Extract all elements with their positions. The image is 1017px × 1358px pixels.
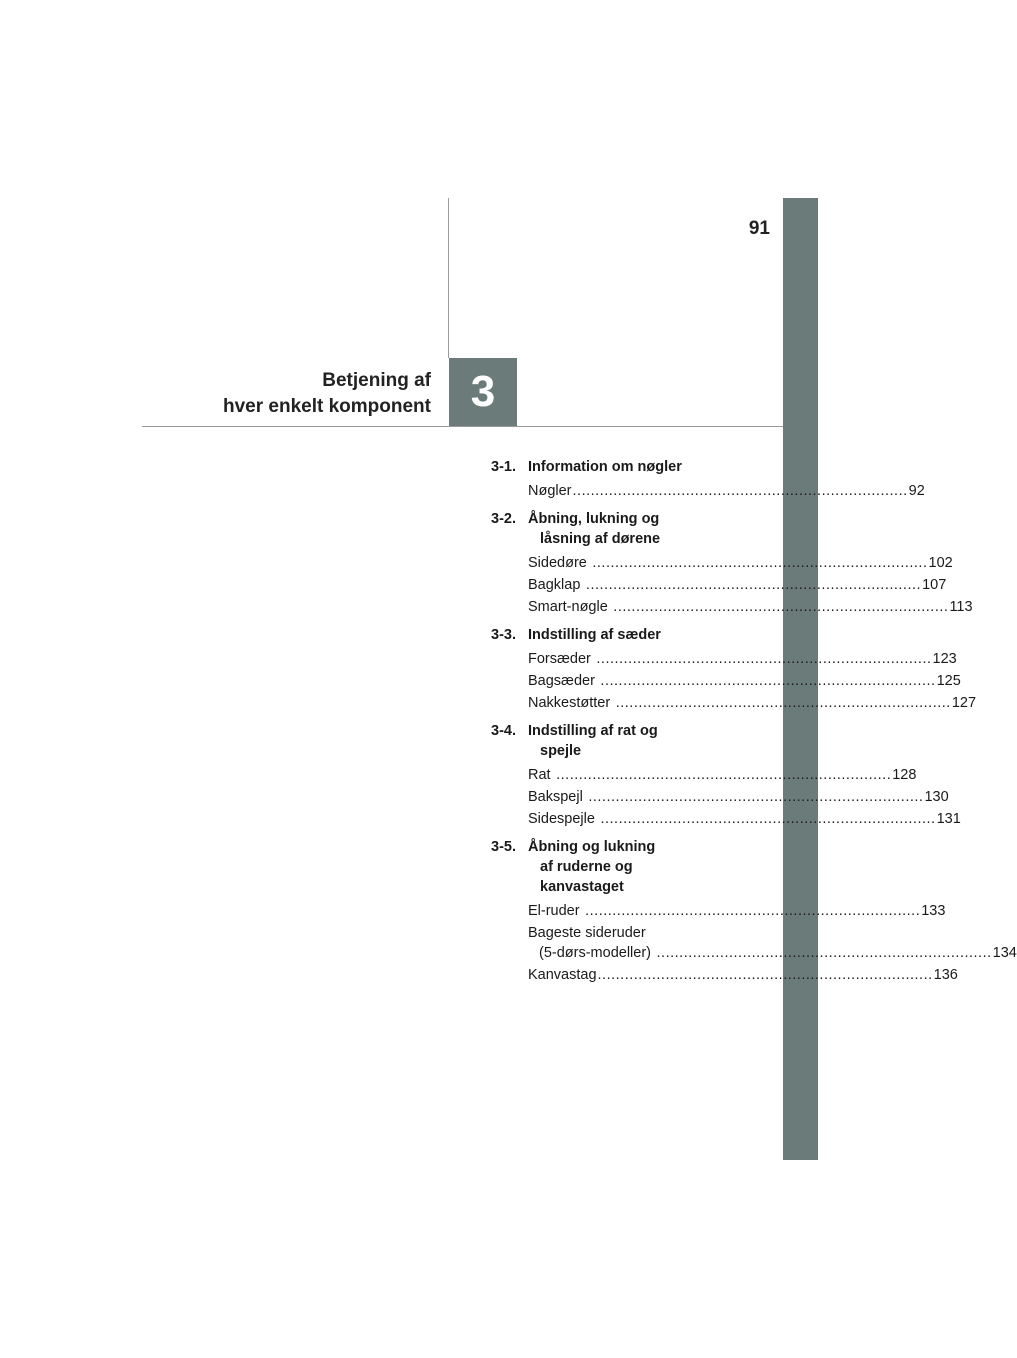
section-title bbox=[528, 837, 751, 897]
section-title-line: Indstilling af sæder bbox=[528, 627, 661, 643]
section-title-line: Information om nøgler bbox=[528, 459, 682, 475]
chapter-number-box: 3 bbox=[449, 358, 517, 426]
toc-section-heading[interactable] bbox=[491, 457, 751, 477]
section-title bbox=[528, 509, 751, 549]
dot-leader: .......................................................................... bbox=[587, 555, 928, 571]
section-title bbox=[528, 721, 751, 761]
entry-label-line: (5-dørs-modeller) bbox=[539, 945, 651, 961]
page-number: 91 bbox=[748, 218, 770, 239]
section-number: 3-4. bbox=[491, 723, 516, 739]
horizontal-divider bbox=[142, 426, 783, 427]
section-title bbox=[528, 625, 751, 645]
toc-section bbox=[491, 625, 977, 713]
entry-label bbox=[528, 923, 651, 963]
toc-entry[interactable] bbox=[528, 671, 961, 691]
entry-label: Kanvastag bbox=[528, 967, 597, 983]
toc-entry[interactable] bbox=[528, 965, 958, 985]
toc-entry[interactable] bbox=[528, 923, 1017, 963]
entry-page: 136 bbox=[933, 967, 958, 983]
dot-leader: .......................................................................... bbox=[597, 967, 933, 983]
section-title-line: af ruderne og bbox=[540, 859, 633, 875]
dot-leader: .......................................................................... bbox=[583, 789, 924, 805]
entry-page: 92 bbox=[908, 483, 925, 499]
dot-leader: .......................................................................... bbox=[595, 811, 936, 827]
section-title-line: Åbning, lukning og bbox=[528, 511, 660, 527]
dot-leader: .......................................................................... bbox=[608, 599, 949, 615]
section-number: 3-1. bbox=[491, 459, 516, 475]
toc-entry[interactable] bbox=[528, 787, 949, 807]
section-title-line: låsning af dørene bbox=[540, 531, 661, 547]
entry-page: 128 bbox=[892, 767, 917, 783]
dot-leader: .......................................................................... bbox=[581, 577, 922, 593]
dot-leader: .......................................................................... bbox=[591, 651, 932, 667]
entry-label: Sidedøre bbox=[528, 555, 587, 571]
section-title-line: kanvastaget bbox=[540, 879, 624, 895]
dot-leader: .......................................................................... bbox=[652, 945, 992, 961]
entry-label: Forsæder bbox=[528, 651, 591, 667]
section-title-line: Indstilling af rat og bbox=[528, 723, 658, 739]
toc-entry[interactable] bbox=[528, 597, 973, 617]
entry-label: Bagsæder bbox=[528, 673, 595, 689]
toc-entry[interactable] bbox=[528, 901, 946, 921]
chapter-title-line2: hver enkelt komponent bbox=[223, 396, 431, 417]
entry-label-line: Bageste sideruder bbox=[528, 925, 646, 941]
dot-leader: .......................................................................... bbox=[572, 483, 908, 499]
toc-entry[interactable] bbox=[528, 809, 961, 829]
toc-section bbox=[491, 721, 961, 829]
toc-entry[interactable] bbox=[528, 575, 947, 595]
toc-section bbox=[491, 509, 973, 617]
entry-page: 130 bbox=[924, 789, 949, 805]
toc-section bbox=[491, 457, 925, 501]
dot-leader: .......................................................................... bbox=[580, 903, 921, 919]
entry-page: 131 bbox=[936, 811, 961, 827]
toc-entry[interactable] bbox=[528, 649, 957, 669]
toc-section-heading[interactable] bbox=[491, 509, 751, 549]
toc-section bbox=[491, 837, 1017, 985]
toc-section-heading[interactable] bbox=[491, 721, 751, 761]
entry-page: 134 bbox=[992, 945, 1017, 961]
toc-entry[interactable] bbox=[528, 553, 953, 573]
toc-entry[interactable] bbox=[528, 481, 925, 501]
toc-entry[interactable] bbox=[528, 693, 977, 713]
entry-page: 102 bbox=[928, 555, 953, 571]
entry-page: 125 bbox=[936, 673, 961, 689]
dot-leader: .......................................................................... bbox=[551, 767, 892, 783]
section-title-line: spejle bbox=[540, 743, 582, 759]
chapter-title-line1: Betjening af bbox=[322, 370, 431, 391]
entry-page: 133 bbox=[921, 903, 946, 919]
section-number: 3-5. bbox=[491, 839, 516, 855]
entry-page: 127 bbox=[951, 695, 977, 711]
toc-entry[interactable] bbox=[528, 765, 917, 785]
chapter-title bbox=[150, 368, 431, 420]
entry-page: 107 bbox=[922, 577, 947, 593]
section-number: 3-2. bbox=[491, 511, 516, 527]
entry-page: 113 bbox=[949, 599, 973, 615]
section-title bbox=[528, 457, 751, 477]
entry-label: Smart-nøgle bbox=[528, 599, 608, 615]
entry-label: Nakkestøtter bbox=[528, 695, 611, 711]
section-number: 3-3. bbox=[491, 627, 516, 643]
vertical-divider bbox=[448, 198, 449, 358]
dot-leader: .......................................................................... bbox=[611, 695, 951, 711]
entry-label: Bakspejl bbox=[528, 789, 583, 805]
entry-page: 123 bbox=[932, 651, 957, 667]
entry-label: Rat bbox=[528, 767, 551, 783]
table-of-contents bbox=[491, 457, 1017, 993]
entry-label: Sidespejle bbox=[528, 811, 595, 827]
section-title-line: Åbning og lukning bbox=[528, 839, 656, 855]
dot-leader: .......................................................................... bbox=[595, 673, 936, 689]
toc-section-heading[interactable] bbox=[491, 837, 751, 897]
entry-label: Nøgler bbox=[528, 483, 572, 499]
entry-label: El-ruder bbox=[528, 903, 580, 919]
toc-section-heading[interactable] bbox=[491, 625, 751, 645]
entry-label: Bagklap bbox=[528, 577, 581, 593]
